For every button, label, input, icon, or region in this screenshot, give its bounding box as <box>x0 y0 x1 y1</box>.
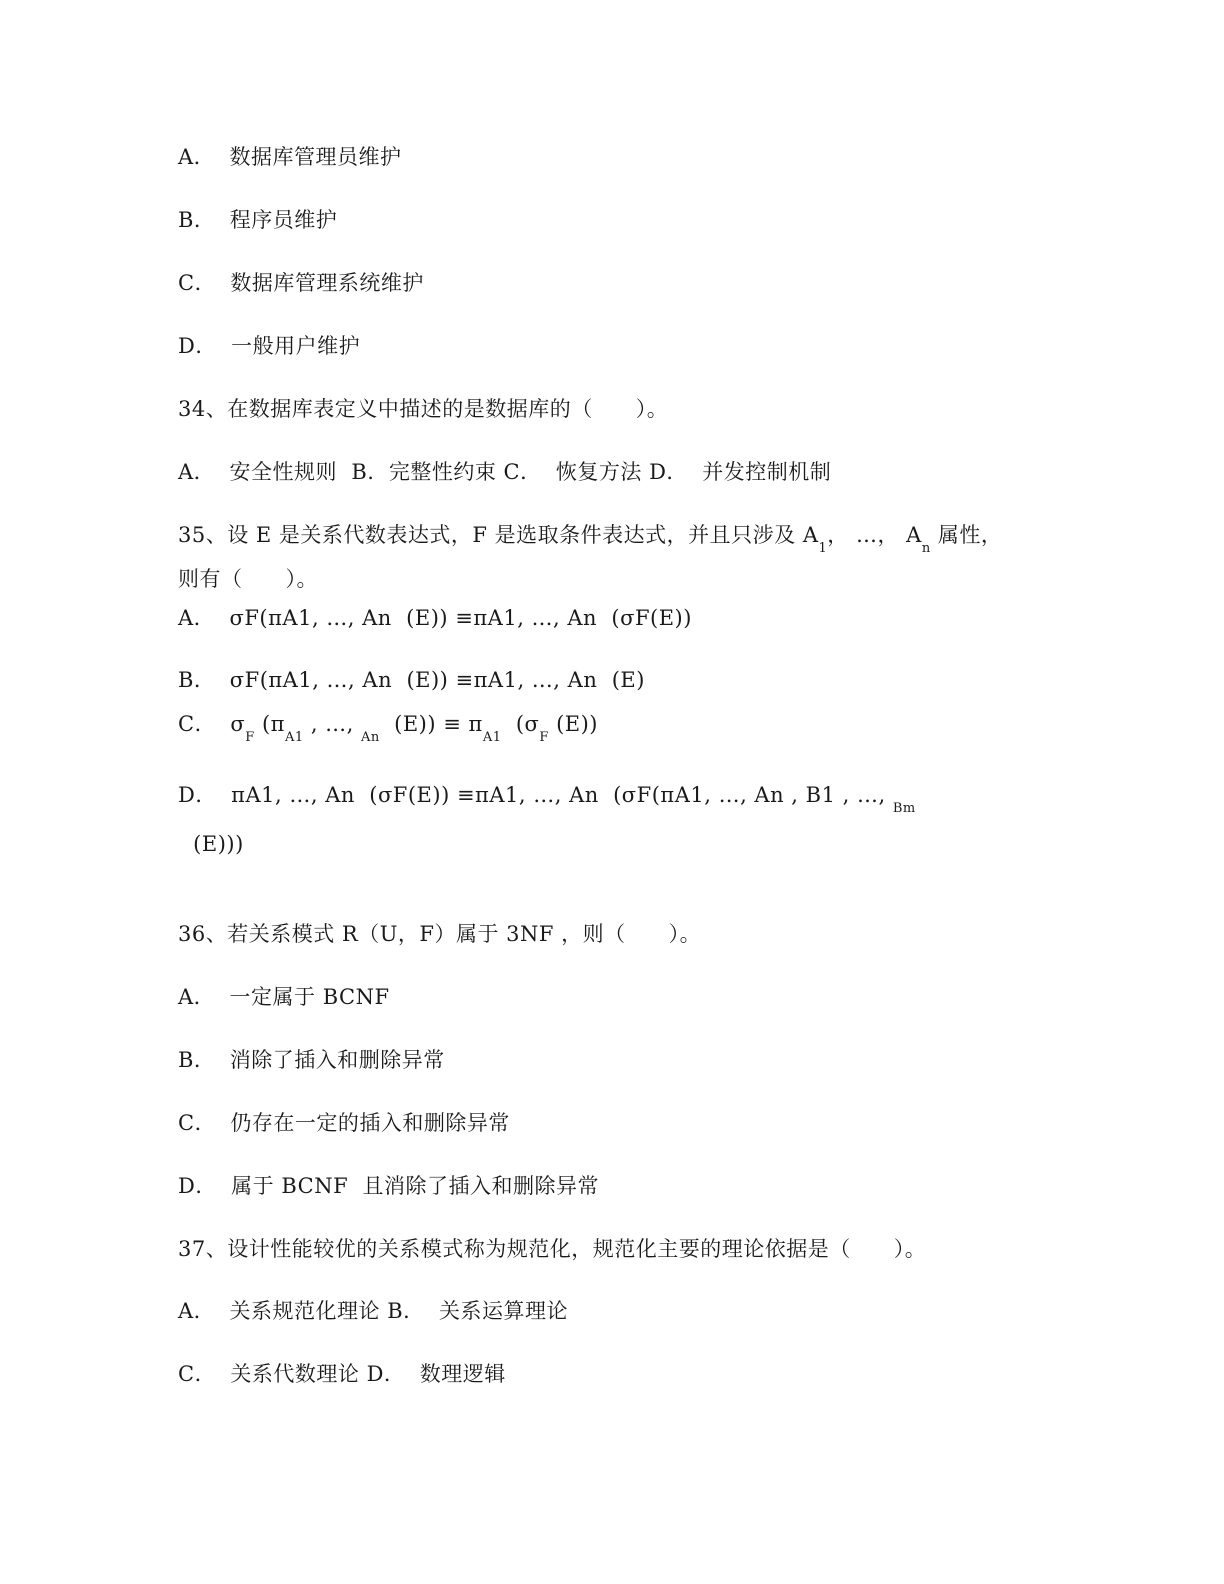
q35-option-d-continued: (E))) <box>186 832 244 856</box>
q34-options: A． 安全性规则 B. 完整性约束 C． 恢复方法 D． 并发控制机制 <box>178 460 832 484</box>
q35-c-sub-an: An <box>361 730 380 745</box>
q35-c-sub-f: F <box>245 730 255 745</box>
q35-option-b: B． σF(πA1, …, An (E)) ≡πA1, …, An (E) <box>178 668 645 692</box>
q36-stem: 36、若关系模式 R（U，F）属于 3NF ，则（ ）。 <box>178 922 702 946</box>
q35-option-c <box>178 710 598 745</box>
q35-subscript-n: n <box>921 541 931 556</box>
q37-options-ab: A． 关系规范化理论 B． 关系运算理论 <box>178 1299 568 1323</box>
q36-option-c: C． 仍存在一定的插入和删除异常 <box>178 1111 510 1135</box>
q36-option-b: B． 消除了插入和删除异常 <box>178 1048 445 1072</box>
q35-stem-part3: 属性， <box>930 523 1003 547</box>
q35-subscript-1: 1 <box>818 541 828 556</box>
q36-option-d: D． 属于 BCNF 且消除了插入和删除异常 <box>178 1174 600 1198</box>
q37-options-cd: C． 关系代数理论 D． 数理逻辑 <box>178 1362 506 1386</box>
q35-c-part2: (π <box>254 712 285 736</box>
q36-option-a: A． 一定属于 BCNF <box>178 985 390 1009</box>
q35-stem-line2: 则有（ ）。 <box>178 567 318 591</box>
q35-option-a: A． σF(πA1, …, An (E)) ≡πA1, …, An (σF(E)) <box>178 606 692 630</box>
q35-stem-part1: 35、设 E 是关系代数表达式，F 是选取条件表达式，并且只涉及 A <box>178 523 819 547</box>
q35-c-sub-a1b: A1 <box>482 730 502 745</box>
q35-c-sub-a1: A1 <box>284 730 304 745</box>
q35-c-sub-f2: F <box>539 730 549 745</box>
q37-stem: 37、设计性能较优的关系模式称为规范化，规范化主要的理论依据是（ ）。 <box>178 1237 927 1261</box>
q35-stem <box>178 521 1003 556</box>
q35-option-d <box>178 781 916 816</box>
q35-c-part1: C． σ <box>178 712 246 736</box>
q33-option-a: A． 数据库管理员维护 <box>178 145 402 169</box>
q35-stem-part2: ， …， A <box>827 523 922 547</box>
q35-c-part5: (σ <box>501 712 540 736</box>
q34-stem: 34、在数据库表定义中描述的是数据库的（ ）。 <box>178 397 669 421</box>
q35-c-part3: , …, <box>303 712 362 736</box>
q35-c-part4: (E)) ≡ π <box>379 712 483 736</box>
q35-c-part6: (E)) <box>548 712 598 736</box>
q35-d-part1: D． πA1, …, An (σF(E)) ≡πA1, …, An (σF(πA1, …, An , B1 , …, <box>178 783 893 807</box>
q35-d-sub-bm: Bm <box>892 801 916 816</box>
q33-option-b: B． 程序员维护 <box>178 208 338 232</box>
q33-option-c: C． 数据库管理系统维护 <box>178 271 424 295</box>
q33-option-d: D． 一般用户维护 <box>178 334 361 358</box>
